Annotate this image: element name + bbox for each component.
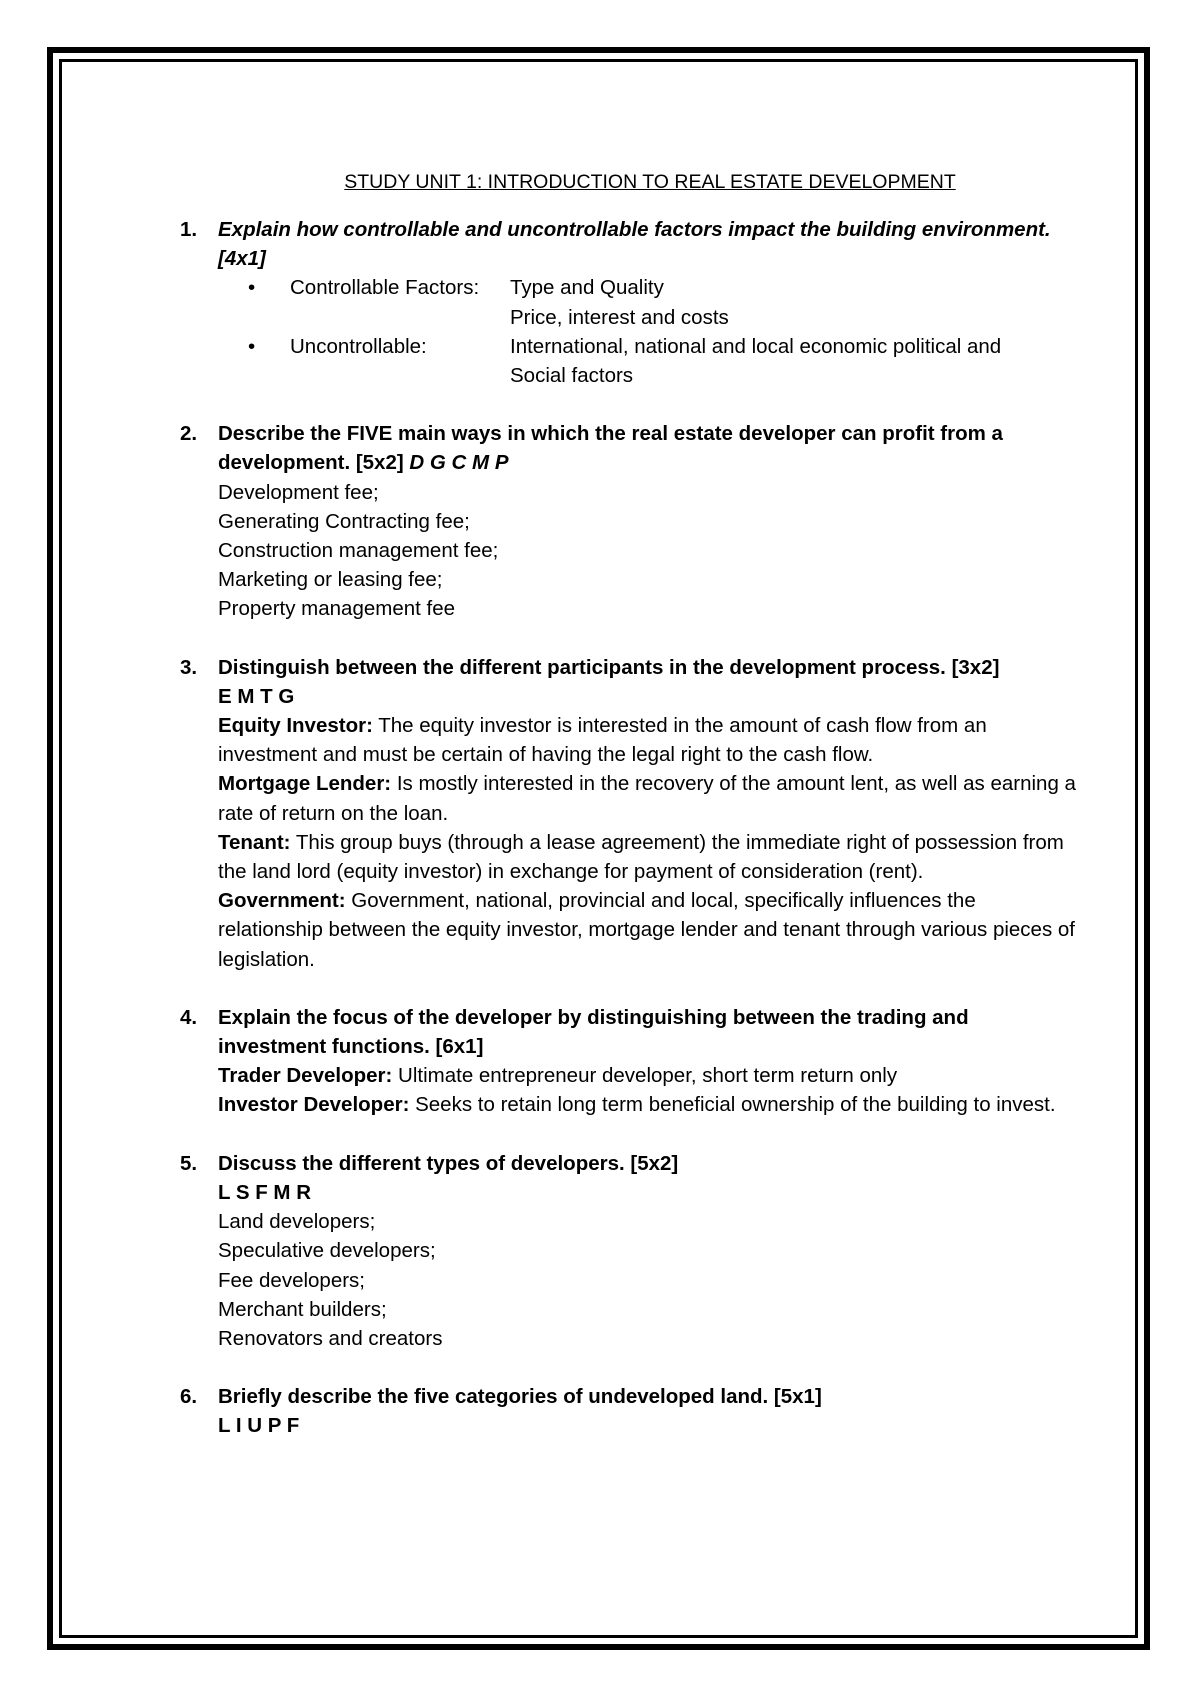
- factor-value: Type and Quality: [510, 276, 664, 300]
- list-item: Marketing or leasing fee;: [218, 568, 443, 592]
- mnemonic: L S F M R: [218, 1180, 312, 1204]
- mnemonic: L I U P F: [218, 1414, 300, 1438]
- question-number: 1.: [180, 218, 198, 241]
- question-2: [176, 419, 1076, 623]
- question-5: [176, 1149, 1076, 1353]
- factor-controllable: [218, 273, 1076, 331]
- definition-item: [218, 711, 1076, 769]
- list-item: Development fee;: [218, 480, 379, 504]
- factor-label: Uncontrollable:: [290, 334, 427, 358]
- factor-value: Price, interest and costs: [510, 305, 729, 329]
- question-text: Distinguish between the different participants in the development process. [3x2]: [218, 655, 1000, 679]
- definition-term: Equity Investor:: [218, 714, 373, 738]
- question-text: Discuss the different types of developers. [5x2]: [218, 1151, 679, 1175]
- list-item: Speculative developers;: [218, 1239, 436, 1263]
- definition-text: This group buys (through a lease agreement) the immediate right of possession from the land lord (equity investor) in exchange for payment of consideration (rent).: [218, 830, 1064, 884]
- factor-values: [510, 273, 1076, 331]
- question-text: Explain how controllable and uncontrollable factors impact the building environment. [4x1]: [218, 218, 1051, 271]
- definition-text: The equity investor is interested in the amount of cash flow from an investment and must be certain of having the legal right to the cash flow.: [218, 714, 987, 767]
- factor-value: Social factors: [510, 364, 634, 388]
- list-item: Land developers;: [218, 1210, 376, 1234]
- mnemonic: D G C M P: [409, 451, 509, 475]
- definition-text: Seeks to retain long term beneficial ownership of the building to invest.: [415, 1093, 1056, 1117]
- question-6: [176, 1382, 1076, 1440]
- definition-text: Government, national, provincial and local, specifically influences the relationship between the equity investor, mortgage lender and tenant through various pieces of legislation.: [218, 889, 1075, 971]
- definition-term: Tenant:: [218, 830, 291, 854]
- mnemonic: E M T G: [218, 684, 295, 708]
- question-number: 4.: [180, 1005, 198, 1029]
- factor-values: [510, 332, 1076, 390]
- list-item: Merchant builders;: [218, 1297, 387, 1321]
- document-body: [176, 168, 1076, 1470]
- factor-label: Controllable Factors:: [290, 276, 480, 300]
- definition-item: [218, 886, 1076, 974]
- list-item: Renovators and creators: [218, 1326, 443, 1350]
- question-1: [176, 215, 1076, 390]
- factor-value: International, national and local economic political and: [510, 334, 1002, 358]
- document-title: STUDY UNIT 1: INTRODUCTION TO REAL ESTATE DEVELOPMENT: [344, 171, 956, 193]
- definition-item: [218, 769, 1076, 827]
- question-4: [176, 1003, 1076, 1120]
- definition-item: [218, 1061, 1076, 1090]
- bullet-icon: •: [248, 334, 256, 358]
- question-3: [176, 653, 1076, 974]
- definition-term: Trader Developer:: [218, 1064, 393, 1088]
- list-item: Construction management fee;: [218, 539, 499, 563]
- factor-list: [218, 273, 1076, 390]
- question-number: 5.: [180, 1151, 198, 1175]
- bullet-icon: •: [248, 276, 256, 300]
- definition-item: [218, 1090, 1076, 1119]
- definition-text: Is mostly interested in the recovery of the amount lent, as well as earning a rate of return on the loan.: [218, 772, 1076, 825]
- definition-term: Mortgage Lender:: [218, 772, 392, 796]
- question-number: 2.: [180, 422, 198, 446]
- list-item: Fee developers;: [218, 1268, 366, 1292]
- factor-uncontrollable: [218, 332, 1076, 390]
- list-item: Generating Contracting fee;: [218, 509, 470, 533]
- definition-item: [218, 828, 1076, 886]
- question-text: Explain the focus of the developer by distinguishing between the trading and investment functions. [6x1]: [218, 1005, 969, 1059]
- definition-term: Government:: [218, 889, 346, 913]
- question-text: Describe the FIVE main ways in which the real estate developer can profit from a development. [5x2]: [218, 422, 1003, 475]
- question-text: Briefly describe the five categories of undeveloped land. [5x1]: [218, 1385, 822, 1409]
- definition-text: Ultimate entrepreneur developer, short term return only: [398, 1064, 898, 1088]
- question-number: 3.: [180, 655, 198, 679]
- definition-term: Investor Developer:: [218, 1093, 410, 1117]
- list-item: Property management fee: [218, 597, 456, 621]
- question-number: 6.: [180, 1385, 198, 1409]
